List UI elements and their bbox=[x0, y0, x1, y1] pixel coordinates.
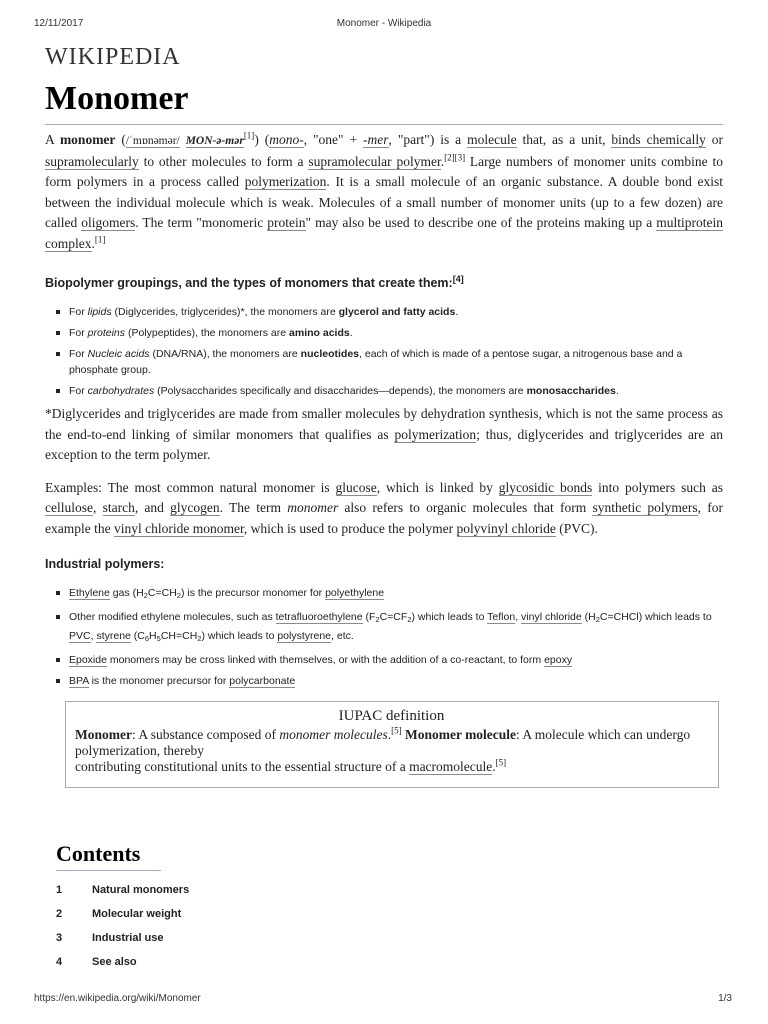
list-item bbox=[45, 325, 723, 341]
toc-label[interactable]: Natural monomers bbox=[92, 884, 190, 896]
heading-text: Biopolymer groupings, and the types of monomers that create them: bbox=[45, 276, 453, 290]
styrene-link[interactable]: styrene bbox=[96, 630, 131, 642]
industrial-list bbox=[45, 585, 723, 689]
multiprotein-complex-link[interactable]: multiprotein complex bbox=[45, 215, 723, 251]
text: 2 bbox=[197, 634, 202, 643]
text: , for example the bbox=[45, 500, 724, 536]
mer-link[interactable]: -mer bbox=[363, 132, 389, 147]
text: Examples: The most common natural monomer is bbox=[45, 479, 336, 495]
text: ) ( bbox=[254, 132, 270, 147]
text: (F bbox=[362, 611, 376, 623]
text: (C bbox=[130, 630, 145, 642]
text: that, as a unit, bbox=[516, 132, 612, 147]
text: carbohydrates bbox=[87, 385, 155, 397]
text: (DNA/RNA), the monomers are bbox=[149, 348, 301, 360]
protein-link[interactable]: protein bbox=[267, 215, 306, 230]
toc-label[interactable]: Molecular weight bbox=[92, 908, 182, 920]
text: . It is a small molecule of an organic substance. A double bond exist between the individual molecule which is weak. Molecules of a small number of monomer units (up to a few dozen) are called bbox=[45, 174, 723, 230]
text: . bbox=[387, 727, 392, 742]
text: . bbox=[492, 759, 496, 774]
polymerization-link[interactable]: polymerization bbox=[394, 426, 477, 442]
text: (Polypeptides), the monomers are bbox=[125, 327, 290, 339]
text: contributing constitutional units to the essential structure of a bbox=[75, 759, 410, 774]
text: . The term "monomeric bbox=[135, 215, 268, 230]
text: C=CH bbox=[147, 587, 177, 599]
polycarbonate-link[interactable]: polycarbonate bbox=[229, 675, 296, 687]
text: A bbox=[45, 132, 60, 147]
text: , bbox=[90, 630, 97, 642]
toc-label[interactable]: Industrial use bbox=[92, 932, 164, 944]
text: H bbox=[149, 630, 157, 642]
toc-number: 1 bbox=[56, 884, 63, 896]
ref-1[interactable]: [1] bbox=[243, 130, 255, 141]
text: (Polysaccharides specifically and disaccharides—depends), the monomers are bbox=[154, 385, 527, 397]
iupac-heading: IUPAC definition bbox=[338, 708, 445, 724]
text: Large numbers of monomer units combine to form polymers in a process called bbox=[45, 153, 723, 189]
starch-link[interactable]: starch bbox=[102, 500, 135, 515]
print-date: 12/11/2017 bbox=[34, 18, 84, 29]
text: 2 bbox=[595, 615, 600, 624]
text: For bbox=[69, 306, 88, 318]
list-item bbox=[45, 585, 723, 604]
epoxy-link[interactable]: epoxy bbox=[544, 654, 573, 666]
text: 2 bbox=[375, 615, 380, 624]
text: , which is used to produce the polymer bbox=[243, 520, 457, 536]
synthetic-polymers-link[interactable]: synthetic polymers bbox=[592, 500, 698, 515]
text: . bbox=[615, 385, 619, 397]
macromolecule-link[interactable]: macromolecule bbox=[409, 759, 493, 774]
text: : A molecule which can undergo polymerization, thereby bbox=[75, 727, 691, 758]
text: nucleotides bbox=[300, 348, 360, 360]
list-item bbox=[45, 383, 723, 399]
list-item bbox=[45, 346, 723, 378]
text: glycerol and fatty acids bbox=[338, 306, 456, 318]
polyethylene-link[interactable]: polyethylene bbox=[325, 587, 385, 599]
text: monomer molecules bbox=[279, 727, 388, 742]
teflon-link[interactable]: Teflon bbox=[487, 611, 516, 623]
text: . bbox=[349, 327, 353, 339]
industrial-heading: Industrial polymers: bbox=[45, 557, 165, 571]
list-item bbox=[45, 609, 723, 647]
text: into polymers such as bbox=[592, 479, 723, 495]
ref-4[interactable]: [4] bbox=[452, 273, 464, 284]
list-item bbox=[45, 652, 723, 668]
text: (PVC). bbox=[555, 520, 598, 536]
text: C=CF bbox=[379, 611, 408, 623]
text: lipids bbox=[87, 306, 112, 318]
tetrafluoroethylene-link[interactable]: tetrafluoroethylene bbox=[275, 611, 363, 623]
wikipedia-logo[interactable]: WIKIPEDIA bbox=[45, 44, 181, 70]
text: 2 bbox=[176, 591, 181, 600]
list-item bbox=[45, 304, 723, 320]
text: C=CHCl) which leads to bbox=[599, 611, 712, 623]
text: amino acids bbox=[289, 327, 350, 339]
bpa-link[interactable]: BPA bbox=[69, 675, 89, 687]
text: gas (H bbox=[109, 587, 144, 599]
intro-paragraph bbox=[45, 130, 723, 254]
glycosidic-bonds-link[interactable]: glycosidic bonds bbox=[498, 479, 593, 495]
iupac-definition-box bbox=[65, 701, 719, 788]
toc-number: 4 bbox=[56, 956, 63, 968]
text: *Diglycerides and triglycerides are made from smaller molecules by dehydration synthesis, which is not the same process as the end-to-end linking of similar monomers that qualifies as bbox=[45, 406, 723, 442]
text: , "one" + bbox=[303, 132, 364, 147]
ref-5[interactable]: [5] bbox=[391, 725, 402, 736]
text: (Diglycerides, triglycerides)*, the monomers are bbox=[111, 306, 339, 318]
term: Monomer bbox=[75, 727, 132, 742]
text: monomer bbox=[287, 500, 339, 515]
toc-number: 2 bbox=[56, 908, 63, 920]
text: ) is the precursor monomer for bbox=[180, 587, 326, 599]
respelling-link[interactable]: MON-ə-mər bbox=[185, 135, 244, 147]
epoxide-link[interactable]: Epoxide bbox=[69, 654, 107, 666]
text: , and bbox=[134, 500, 171, 515]
vinyl-chloride-link[interactable]: vinyl chloride bbox=[521, 611, 582, 623]
list-item bbox=[45, 673, 723, 689]
contents-title: Contents bbox=[56, 841, 141, 866]
note-paragraph bbox=[45, 404, 723, 466]
mono-link[interactable]: mono- bbox=[269, 132, 304, 147]
examples-paragraph bbox=[45, 478, 723, 540]
pvc-link[interactable]: PVC bbox=[69, 630, 91, 642]
vinyl-chloride-monomer-link[interactable]: vinyl chloride monomer bbox=[113, 520, 244, 536]
print-header bbox=[0, 18, 768, 32]
text: For bbox=[69, 348, 88, 360]
text: Other modified ethylene molecules, such as bbox=[69, 611, 276, 623]
text: : A substance composed of bbox=[131, 727, 280, 742]
text: . bbox=[455, 306, 459, 318]
text: also refers to organic molecules that form bbox=[338, 500, 593, 515]
toc-label[interactable]: See also bbox=[92, 956, 137, 968]
text: CH=CH bbox=[160, 630, 198, 642]
bold-term: monomer bbox=[59, 132, 116, 147]
biopolymer-list bbox=[45, 304, 723, 399]
ref-2-3[interactable]: [2][3] bbox=[444, 152, 466, 162]
supramolecular-polymer-link[interactable]: supramolecular polymer bbox=[308, 153, 441, 169]
text: ( bbox=[115, 132, 126, 147]
print-page-title: Monomer - Wikipedia bbox=[336, 18, 432, 29]
title-divider bbox=[45, 124, 723, 125]
text: monomers may be cross linked with themselves, or with the addition of a co-reactant, to form bbox=[106, 654, 545, 666]
ref-5b[interactable]: [5] bbox=[495, 757, 507, 768]
page-title: Monomer bbox=[45, 80, 189, 117]
ref-1b[interactable]: [1] bbox=[94, 234, 106, 244]
text: . The term bbox=[219, 500, 288, 515]
text bbox=[180, 132, 186, 147]
contents-divider bbox=[56, 870, 161, 871]
text: , "part") is a bbox=[388, 132, 468, 147]
term: Monomer molecule bbox=[404, 727, 517, 742]
text: ; thus, diglycerides and triglycerides are an exception to the term polymer. bbox=[45, 426, 723, 462]
toc-number: 3 bbox=[56, 932, 63, 944]
text: or bbox=[705, 132, 723, 147]
text: , each of which is made of a pentose sugar, a nitrogenous base and a phosphate group. bbox=[69, 348, 683, 376]
text: For bbox=[69, 385, 88, 397]
text: 2 bbox=[143, 591, 148, 600]
text: 6 bbox=[144, 634, 150, 643]
glycogen-link[interactable]: glycogen bbox=[170, 500, 220, 515]
ethylene-link[interactable]: Ethylene bbox=[69, 587, 110, 599]
text: monosaccharides bbox=[526, 385, 616, 397]
text: ) which leads to bbox=[201, 630, 278, 642]
text: , etc. bbox=[331, 630, 354, 642]
text: , bbox=[515, 611, 522, 623]
text: . bbox=[91, 235, 95, 251]
text: 5 bbox=[156, 634, 161, 643]
text: . bbox=[440, 153, 445, 169]
text: For bbox=[69, 327, 88, 339]
text: (H bbox=[581, 611, 596, 623]
iupac-text bbox=[75, 727, 708, 775]
oligomers-link[interactable]: oligomers bbox=[81, 215, 136, 230]
ipa-link[interactable]: /ˈmɒnəmər/ bbox=[125, 135, 180, 147]
text: ) which leads to bbox=[411, 611, 488, 623]
cellulose-link[interactable]: cellulose bbox=[45, 500, 93, 515]
text: is the monomer precursor for bbox=[88, 675, 230, 687]
article-body bbox=[45, 130, 723, 694]
glucose-link[interactable]: glucose bbox=[335, 479, 377, 495]
text: , bbox=[92, 500, 103, 515]
polymerization-link[interactable]: polymerization bbox=[244, 174, 327, 189]
molecule-link[interactable]: molecule bbox=[467, 132, 517, 147]
text: to other molecules to form a bbox=[138, 153, 309, 169]
print-page-number: 1/3 bbox=[718, 993, 732, 1004]
binds-chemically-link[interactable]: binds chemically bbox=[611, 132, 706, 147]
supramolecularly-link[interactable]: supramolecularly bbox=[45, 153, 139, 169]
print-footer bbox=[0, 993, 768, 1007]
text: , which is linked by bbox=[376, 479, 499, 495]
text: proteins bbox=[87, 327, 126, 339]
print-url: https://en.wikipedia.org/wiki/Monomer bbox=[34, 993, 201, 1004]
biopolymer-heading bbox=[45, 273, 723, 290]
polystyrene-link[interactable]: polystyrene bbox=[277, 630, 332, 642]
text: Nucleic acids bbox=[87, 348, 150, 360]
polyvinyl-chloride-link[interactable]: polyvinyl chloride bbox=[456, 520, 556, 536]
text: " may also be used to describe one of the proteins making up a bbox=[305, 215, 657, 230]
text: 2 bbox=[407, 615, 412, 624]
